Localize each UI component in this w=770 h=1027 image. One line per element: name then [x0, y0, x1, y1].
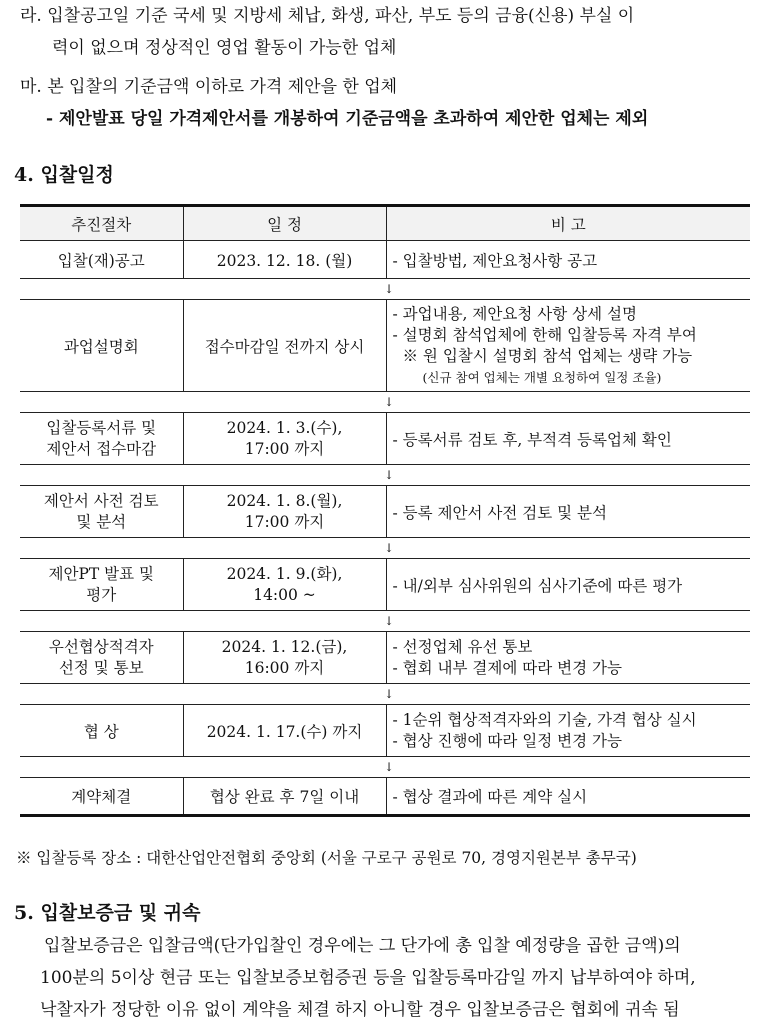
arrow-down-icon: ↓	[384, 614, 395, 628]
section5-line1: 입찰보증금은 입찰금액(단가입찰인 경우에는 그 단가에 총 입찰 예정량을 곱한 금액)의	[44, 936, 681, 956]
table-row	[20, 705, 750, 757]
notes-cell: - 입찰방법, 제안요청사항 공고	[386, 241, 750, 279]
date-cell: 2024. 1. 8.(월), 17:00 까지	[183, 486, 386, 538]
step-cell: 제안서 사전 검토 및 분석	[20, 486, 183, 538]
date-cell: 2024. 1. 12.(금), 16:00 까지	[183, 632, 386, 684]
header-step: 추진절차	[20, 206, 183, 241]
date-cell: 2024. 1. 3.(수), 17:00 까지	[183, 413, 386, 465]
schedule-table	[20, 204, 750, 817]
arrow-down-icon: ↓	[384, 541, 395, 555]
arrow-down-icon: ↓	[384, 282, 395, 296]
table-header-row	[20, 206, 750, 241]
notes-cell: - 선정업체 유선 통보 - 협회 내부 결제에 따라 변경 가능	[386, 632, 750, 684]
date-cell: 2024. 1. 9.(화), 14:00 ~	[183, 559, 386, 611]
date-cell: 2023. 12. 18. (월)	[183, 241, 386, 279]
date-cell: 협상 완료 후 7일 이내	[183, 778, 386, 816]
schedule-footnote: ※ 입찰등록 장소 : 대한산업안전협회 중앙회 (서울 구로구 공원로 70, 경영지원본부 총무국)	[16, 849, 637, 867]
step-cell: 협 상	[20, 705, 183, 757]
clause-ra-line1: 라. 입찰공고일 기준 국세 및 지방세 체납, 화생, 파산, 부도 등의 금융(신용) 부실 이	[20, 6, 635, 26]
arrow-down-icon: ↓	[384, 468, 395, 482]
notes-cell: - 등록 제안서 사전 검토 및 분석	[386, 486, 750, 538]
notes-cell: - 과업내용, 제안요청 사항 상세 설명 - 설명회 참석업체에 한해 입찰등록 자격 부여 ※ 원 입찰시 설명회 참석 업체는 생략 가능 (신규 참여 업체는 개별 요청하여 일정 조율)	[386, 300, 750, 392]
table-row	[20, 241, 750, 279]
table-row	[20, 632, 750, 684]
notes-cell: - 협상 결과에 따른 계약 실시	[386, 778, 750, 816]
arrow-down-icon: ↓	[384, 687, 395, 701]
header-date: 일 정	[183, 206, 386, 241]
notes-cell: - 등록서류 검토 후, 부적격 등록업체 확인	[386, 413, 750, 465]
step-cell: 계약체결	[20, 778, 183, 816]
arrow-down-icon: ↓	[384, 760, 395, 774]
step-cell: 제안PT 발표 및 평가	[20, 559, 183, 611]
section4-title: 4. 입찰일정	[14, 164, 114, 186]
date-cell: 접수마감일 전까지 상시	[183, 300, 386, 392]
notes-cell: - 1순위 협상적격자와의 기술, 가격 협상 실시 - 협상 진행에 따라 일정 변경 가능	[386, 705, 750, 757]
clause-ra-line2: 력이 없으며 정상적인 영업 활동이 가능한 업체	[52, 38, 397, 58]
section5-line3: 낙찰자가 정당한 이유 없이 계약을 체결 하지 아니할 경우 입찰보증금은 협회에 귀속 됨	[40, 1000, 680, 1020]
arrow-down-icon: ↓	[384, 395, 395, 409]
step-cell: 입찰등록서류 및 제안서 접수마감	[20, 413, 183, 465]
table-row	[20, 778, 750, 816]
clause-ma: 마. 본 입찰의 기준금액 이하로 가격 제안을 한 업체	[20, 77, 398, 97]
step-cell: 입찰(재)공고	[20, 241, 183, 279]
step-cell: 과업설명회	[20, 300, 183, 392]
table-row	[20, 486, 750, 538]
table-row	[20, 559, 750, 611]
clause-ma-sub: - 제안발표 당일 가격제안서를 개봉하여 기준금액을 초과하여 제안한 업체는 제외	[46, 109, 649, 129]
step-cell: 우선협상적격자 선정 및 통보	[20, 632, 183, 684]
section5-title: 5. 입찰보증금 및 귀속	[14, 902, 201, 924]
date-cell: 2024. 1. 17.(수) 까지	[183, 705, 386, 757]
header-notes: 비 고	[386, 206, 750, 241]
notes-cell: - 내/외부 심사위원의 심사기준에 따른 평가	[386, 559, 750, 611]
section5-line2: 100분의 5이상 현금 또는 입찰보증보험증권 등을 입찰등록마감일 까지 납부하여야 하며,	[40, 968, 696, 988]
table-row	[20, 300, 750, 392]
table-row	[20, 413, 750, 465]
